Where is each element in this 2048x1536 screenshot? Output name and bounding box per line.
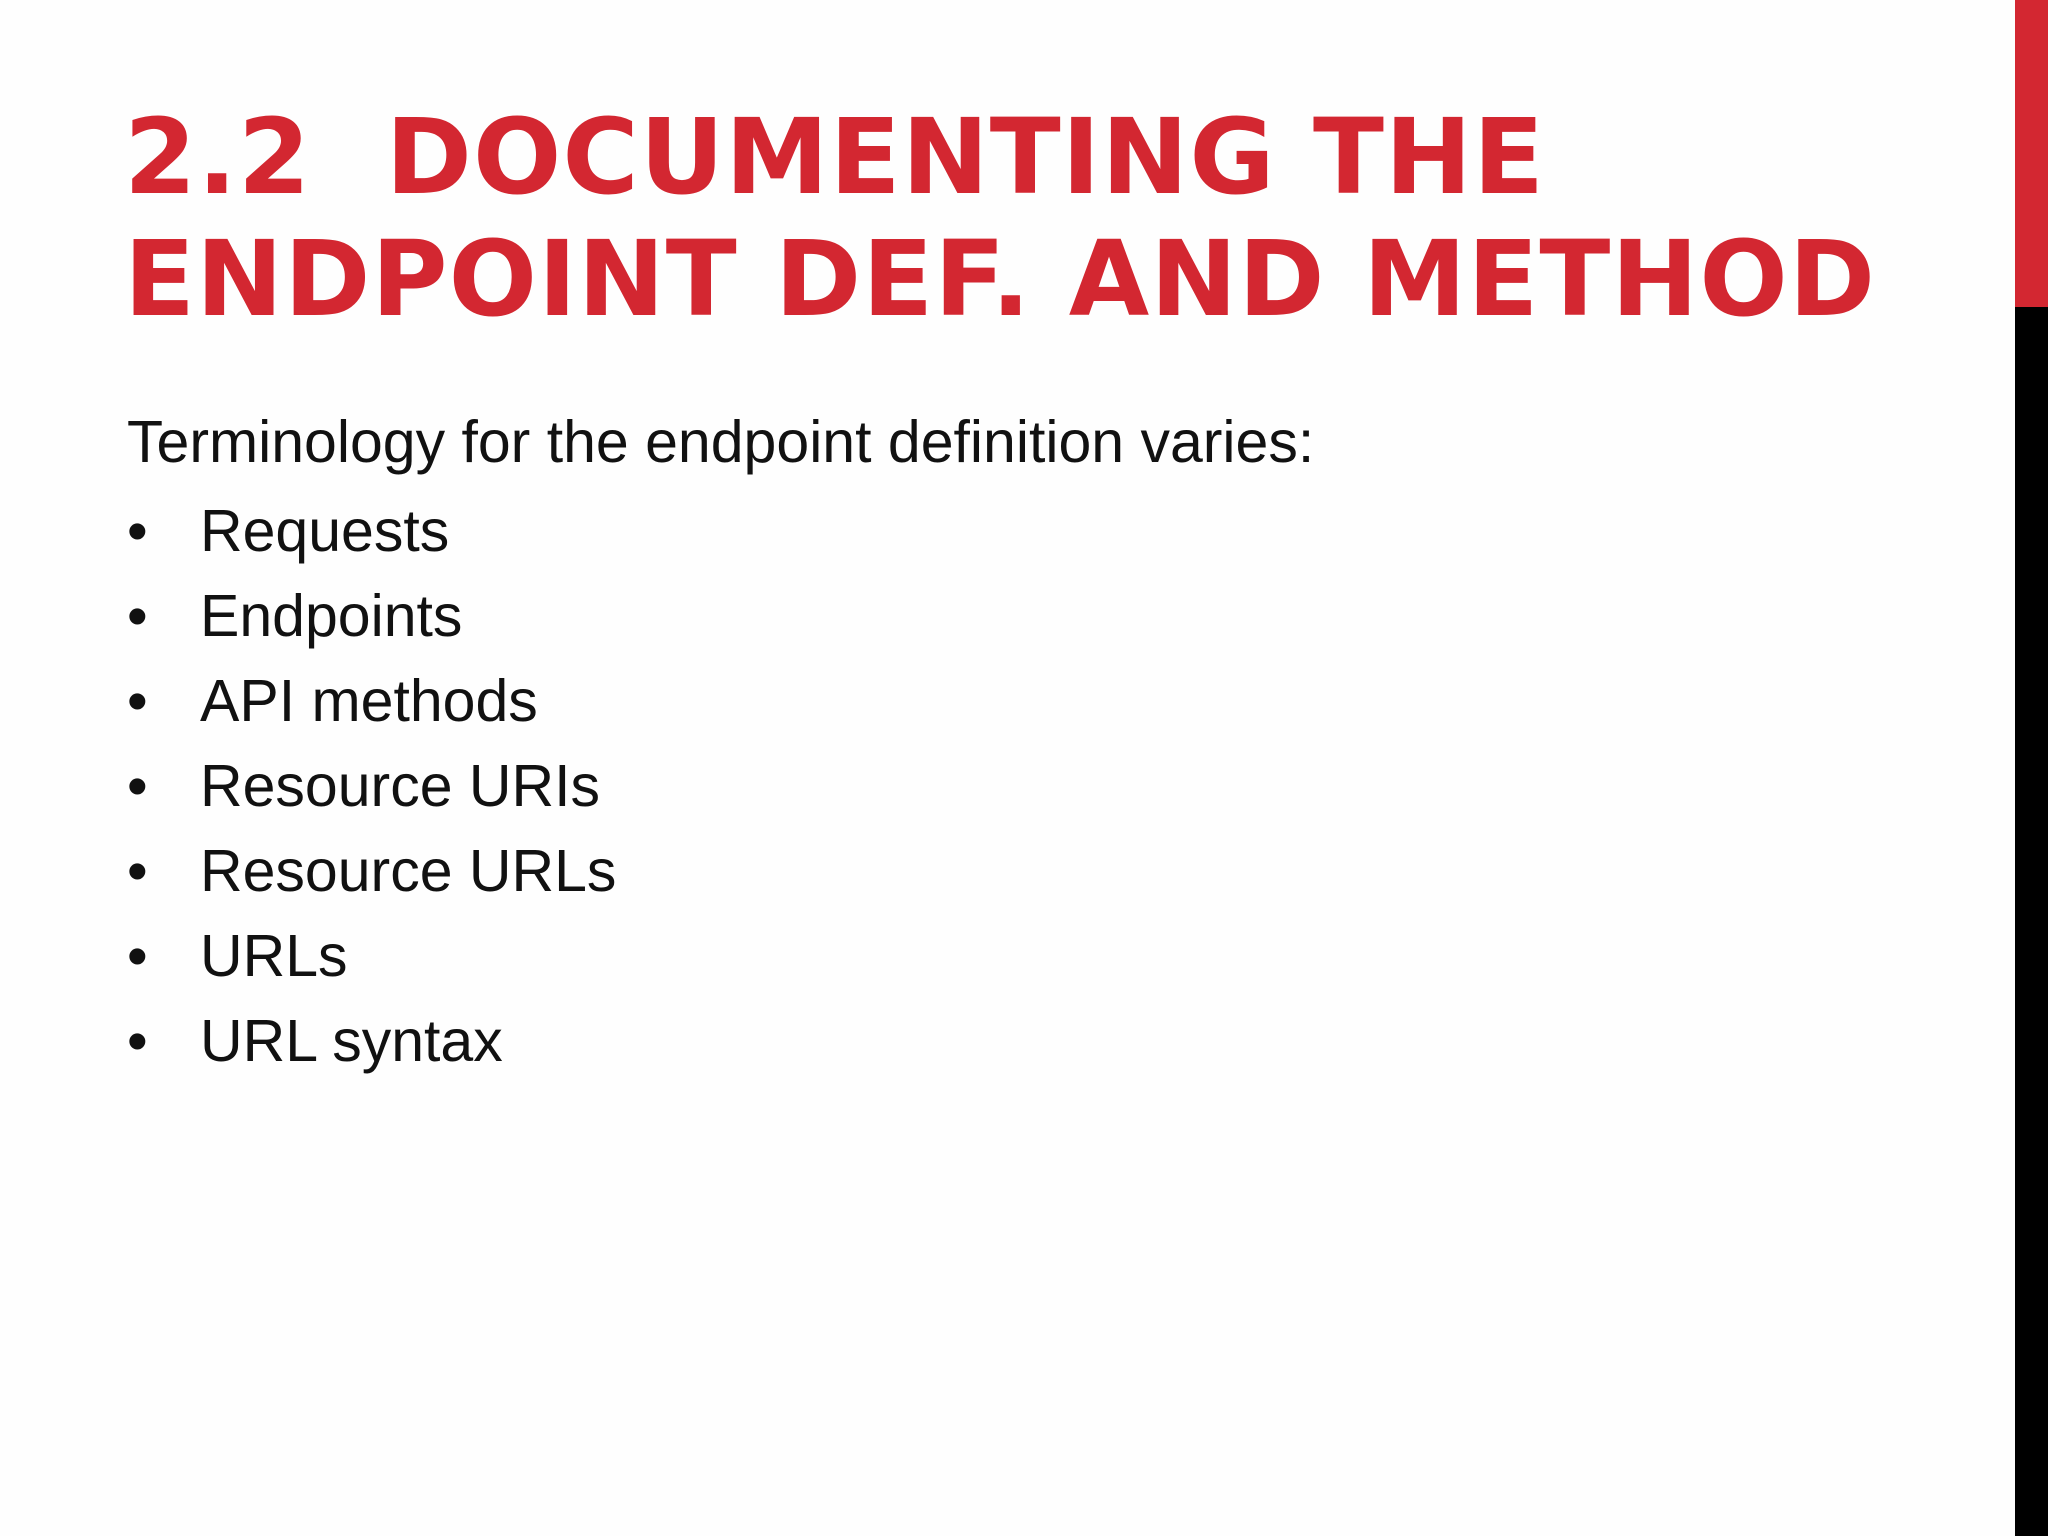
bullet-text: URL syntax [200,1008,503,1074]
bullet-list [127,489,1927,1084]
slide-body [127,404,1927,1084]
bullet-text: Resource URLs [200,838,617,904]
bullet-icon: • [127,668,148,734]
bullet-text: Resource URIs [200,753,601,819]
intro-text: Terminology for the endpoint definition varies: [127,409,1315,475]
bullet-icon: • [127,838,148,904]
bullet-item-endpoints [127,574,1927,659]
bullet-item-resource-urls [127,829,1927,914]
bullet-item-requests [127,489,1927,574]
bullet-icon: • [127,498,148,564]
slide-title-line-2: ENDPOINT DEF. AND METHOD [124,218,1877,340]
slide-title-line-1: 2.2 DOCUMENTING THE [124,96,1546,218]
bullet-text: Endpoints [200,583,463,649]
bullet-icon: • [127,1008,148,1074]
bullet-text: URLs [200,923,348,989]
bullet-icon: • [127,583,148,649]
bullet-item-resource-uris [127,744,1927,829]
accent-bar-red [2015,0,2048,307]
bullet-text: Requests [200,498,450,564]
bullet-icon: • [127,923,148,989]
bullet-item-api-methods [127,659,1927,744]
accent-bar-black [2015,307,2048,1536]
bullet-item-url-syntax [127,999,1927,1084]
bullet-item-urls [127,914,1927,999]
bullet-text: API methods [200,668,538,734]
bullet-icon: • [127,753,148,819]
slide-title [124,96,1984,340]
